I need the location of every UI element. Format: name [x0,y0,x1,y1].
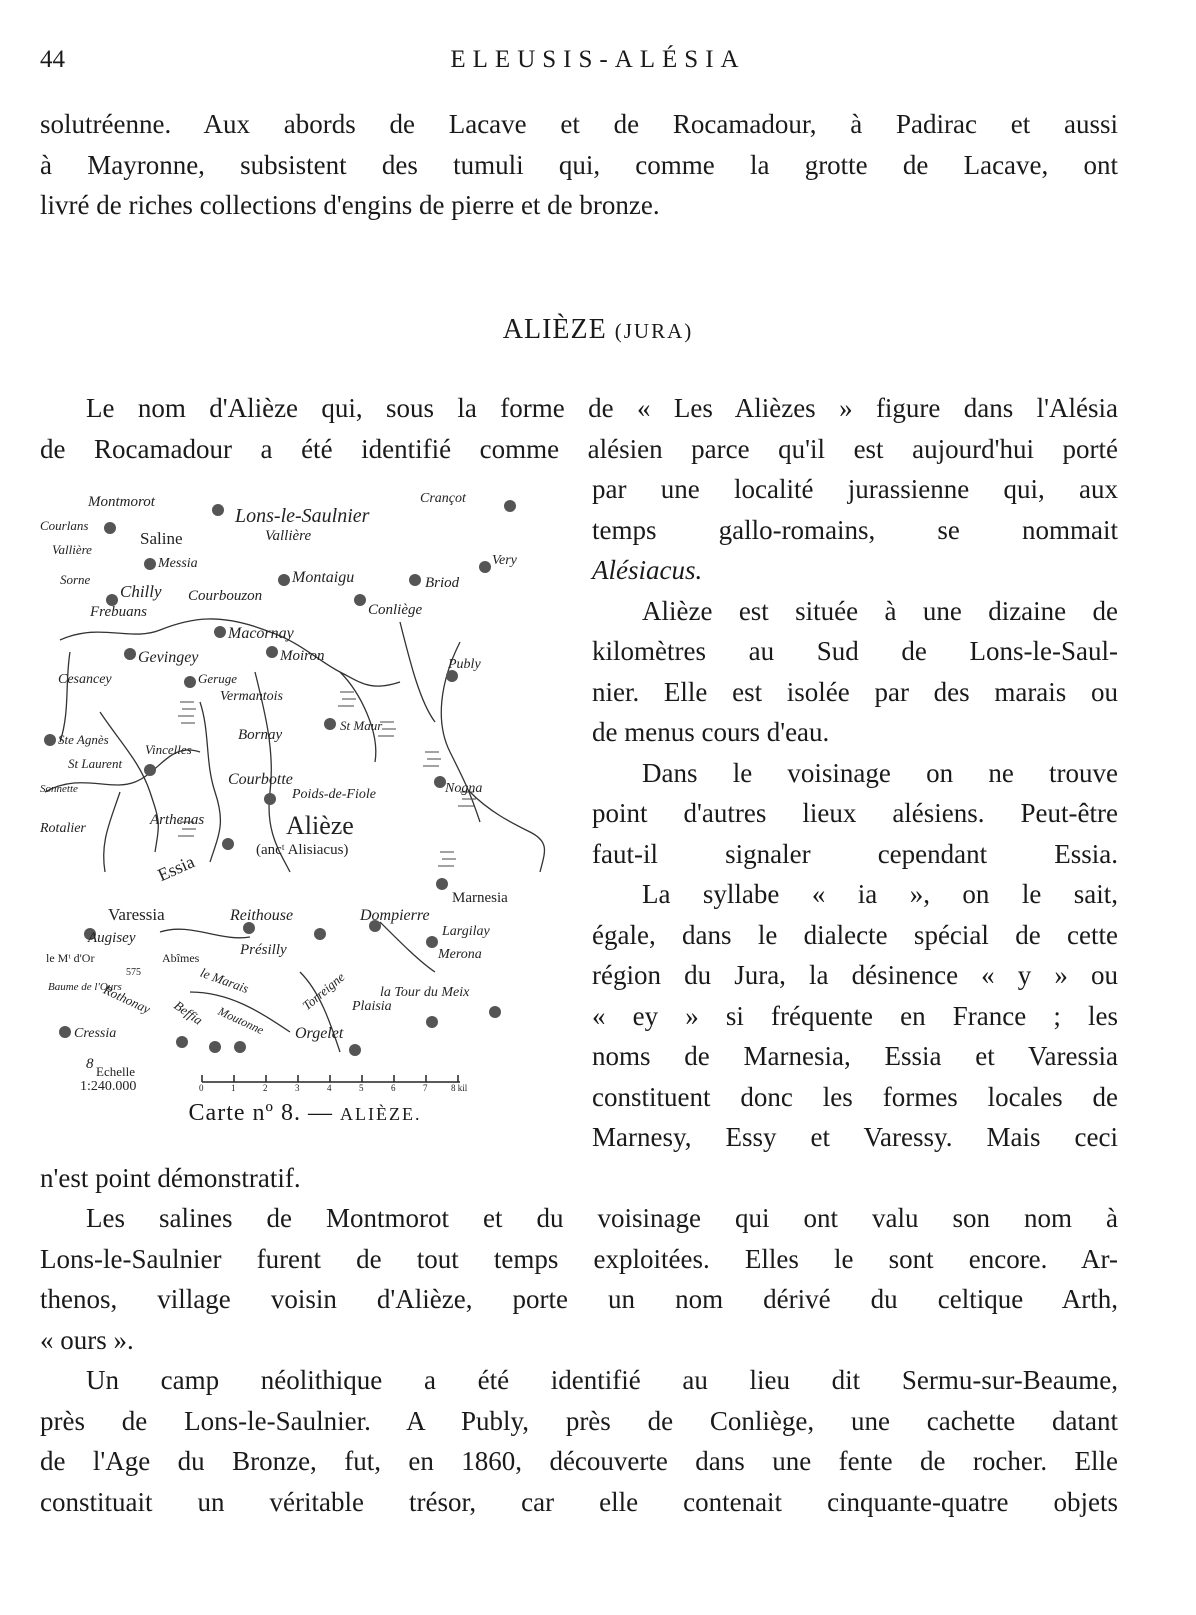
map-label: Beffia [171,997,206,1028]
map-label: Chilly [120,582,162,601]
map-label: Sorne [60,572,91,587]
map-label: Reithouse [230,907,294,924]
scale-tick-label: 0 [199,1083,204,1092]
map-label: Rotalier [40,821,86,836]
scale-tick-labels [199,1083,468,1092]
map-label: Geruge [198,671,237,686]
map-label: Baume de l'Ours [48,981,122,993]
map-label: Merona [438,947,482,962]
paragraph-line: faut-il signaler cependant Essia. [592,838,1118,869]
paragraph-line: « ours ». [40,1324,134,1355]
paragraph-line: de menus cours d'eau. [592,717,830,747]
paragraph-line: Marnesy, Essy et Varessy. Mais ceci [592,1122,1118,1152]
paragraph-line: région du Jura, la désinence « y » ou [592,960,1118,990]
section-title [0,314,1196,346]
map-label: Vallière [265,528,312,544]
caption-prefix: Carte nº 8. — [188,1100,333,1126]
map-label: Moiron [280,648,325,664]
paragraph-line: Un camp néolithique a été identifié au lieu dit Sermu-sur-Beaume, [86,1365,1118,1395]
paragraph-line: kilomètres au Sud de Lons-le-Saul- [592,636,1118,666]
paragraph-line: Dans le voisinage on ne trouve [642,757,1118,788]
paragraph-line: Lons-le-Saulnier furent de tout temps exploitées. Elles le sont encore. Ar- [40,1243,1118,1274]
map-label: Abîmes [162,951,200,965]
paragraph-line: égale, dans le dialecte spécial de cette [592,919,1118,950]
map-label: Cressia [74,1026,117,1041]
map-label: Torreigne [299,969,348,1014]
paragraph-line: Alièze est située à une dizaine de [642,595,1118,626]
paragraph-line: près de Lons-le-Saulnier. A Publy, près de Conliège, une cachette datant [40,1405,1118,1436]
map-label: Crançot [420,492,466,506]
map-label: St Maur [340,718,383,733]
map-label: Largilay [442,924,490,939]
running-title: ELEUSIS-ALÉSIA [450,46,746,73]
map-label-alieze: Alièze [286,811,354,840]
map-label: Courbouzon [188,588,263,604]
map-label: Dompierre [360,907,430,924]
map-label: Frebuans [90,604,147,620]
map-label: Briod [425,575,460,591]
paragraph-line [86,388,1118,429]
map-label: Arthenas [150,812,205,828]
map-figure [40,492,570,1092]
scale-tick-label: 7 [423,1083,428,1092]
paragraph-line: point d'autres lieux alésiens. Peut-être [592,798,1118,828]
map-label: St Laurent [68,756,123,771]
paragraph-line: noms de Marnesia, Essia et Varessia [592,1041,1118,1071]
map-label: Courlans [40,518,89,533]
section-title-main: ALIÈZE [502,314,607,345]
scale-title: Echelle [96,1064,135,1079]
scale-tick-label: 6 [391,1083,396,1092]
map-label: Courbotte [228,771,293,788]
map-label: Poids-de-Fiole [292,787,376,802]
caption-name: ALIÈZE. [339,1104,422,1124]
map-label: (ancᵗ Alisiacus) [256,842,349,858]
scale-tick-label: 1 [231,1083,236,1092]
scale-tick-label: 4 [327,1083,332,1092]
map-label: Messia [158,556,198,571]
paragraph-line: thenos, village voisin d'Alièze, porte un nom dérivé du celtique Arth, [40,1284,1118,1314]
map-label: Saline [140,529,183,548]
scale-tick-label: 5 [359,1083,364,1092]
paragraph-line: livré de riches collections d'engins de pierre et de bronze. [40,190,660,220]
map-label: Vincelles [145,742,192,757]
scale-ticks [202,1075,458,1082]
map-scale [80,1064,468,1092]
map-label: le Mᵗ d'Or [46,951,95,965]
paragraph-line: par une localité jurassienne qui, aux [592,474,1118,504]
paragraph-line: Alésiacus. [592,555,703,585]
scale-ratio: 1:240.000 [80,1079,137,1092]
map-label: Gevingey [138,649,199,666]
map-label: Orgelet [295,1025,344,1042]
map-label: Cesancey [58,672,112,687]
map-number: 8 [86,1056,94,1072]
map-label: Publy [448,657,481,672]
paragraph-line: « ey » si fréquente en France ; les [592,1000,1118,1031]
map-caption [40,1100,570,1127]
page-header [40,46,1156,86]
paragraph-line: La syllabe « ia », on le sait, [642,879,1118,909]
scale-tick-label: 2 [263,1083,268,1092]
page-number: 44 [40,46,65,73]
paragraph-line: Les salines de Montmorot et du voisinage qui ont valu son nom à [86,1203,1118,1233]
map-label: le Marais [198,964,251,997]
map-label: Plaisia [352,999,392,1014]
map-label: Montaigu [292,569,355,586]
paragraph-line: temps gallo-romains, se nommait [592,514,1118,545]
map-label: la Tour du Meix [380,985,470,1000]
map-label: Macornay [228,625,294,642]
map-label: Essia [154,851,198,886]
map-label: Very [492,553,517,568]
map-label: Bornay [238,727,283,743]
map-label: Augisey [88,930,136,946]
paragraph-line: à Mayronne, subsistent des tumuli qui, comme la grotte de Lacave, ont [40,149,1118,180]
scale-tick-label: 8 kil [451,1083,468,1092]
intro-line-1: Le nom d'Alièze qui, sous la forme de « Les Alièzes » figure dans l'Alésia [86,393,1118,423]
paragraph-line: solutréenne. Aux abords de Lacave et de Rocamadour, à Padirac et aussi [40,109,1118,139]
section-title-region: (JURA) [614,319,694,343]
scale-tick-label: 3 [295,1083,300,1092]
map-label: Lons-le-Saulnier [235,505,370,527]
map-drawing [40,492,570,1092]
map-label: Conliège [368,602,423,618]
map-label: Marnesia [452,890,508,906]
map-label: Rothonay [101,981,153,1017]
paragraph-line: de l'Age du Bronze, fut, en 1860, découverte dans une fente de rocher. Elle [40,1446,1118,1476]
paragraph-line: de Rocamadour a été identifié comme alésien parce qu'il est aujourd'hui porté [40,433,1118,464]
map-label: Ste Agnès [58,732,109,747]
map-label: Montmorot [88,494,155,510]
paragraph-line: constituait un véritable trésor, car elle contenait cinquante-quatre objets [40,1486,1118,1517]
map-label: Sonnette [40,783,78,795]
map-label: Moutonne [215,1003,266,1038]
paragraph-line: n'est point démonstratif. [40,1162,301,1193]
map-label: Varessia [108,905,165,924]
paragraph-line: nier. Elle est isolée par des marais ou [592,676,1118,707]
map-label: Vermantois [220,689,283,704]
map-label: Présilly [240,942,287,958]
map-label: Nogna [445,781,483,796]
paragraph-line: constituent donc les formes locales de [592,1081,1118,1112]
map-label: Vallière [52,542,92,557]
map-label: 575 [126,967,141,978]
